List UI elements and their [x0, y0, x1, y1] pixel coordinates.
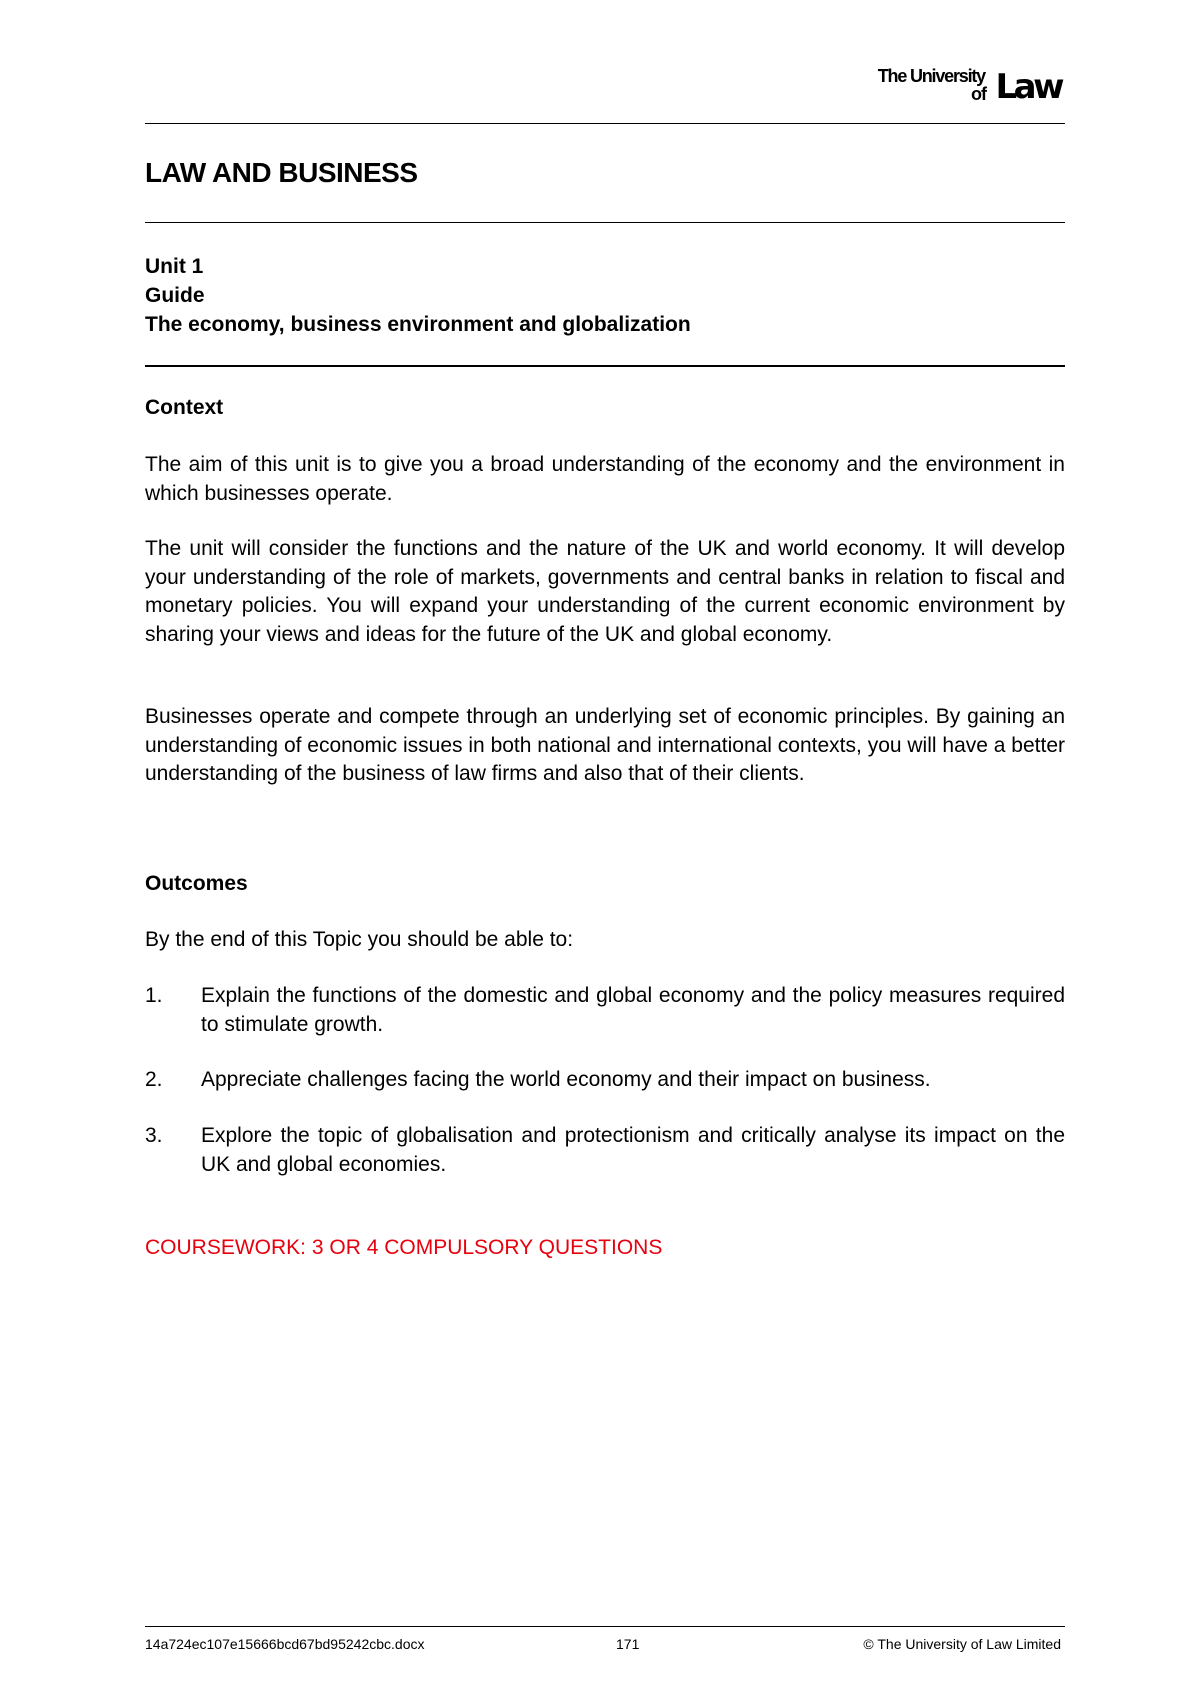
logo-line-law: Law: [995, 67, 1061, 107]
footer-rule: [145, 1626, 1065, 1627]
context-paragraph-3: Businesses operate and compete through an underlying set of economic principles. By gaining an understanding of economic issues in both national and international contexts, you will have a better understanding of the business of law firms and also that of their clients.: [145, 705, 1065, 785]
context-paragraph-1: The aim of this unit is to give you a broad understanding of the economy and the environment in which businesses operate.: [145, 453, 1065, 505]
unit-heading-block: [145, 252, 691, 339]
outcome-number: 1.: [145, 984, 163, 1007]
outcome-item-2: [145, 1066, 1065, 1095]
document-title: LAW AND BUSINESS: [145, 157, 418, 188]
outcome-text: Appreciate challenges facing the world economy and their impact on business.: [201, 1068, 931, 1091]
unit-subtitle: The economy, business environment and globalization: [145, 313, 691, 336]
footer-file-reference: 14a724ec107e15666bcd67bd95242cbc.docx: [145, 1636, 425, 1652]
footer-copyright: © The University of Law Limited: [863, 1636, 1061, 1652]
context-heading: Context: [145, 396, 224, 419]
unit-number: Unit 1: [145, 255, 204, 278]
logo-line-the-university: The University: [877, 66, 985, 86]
coursework-note: COURSEWORK: 3 OR 4 COMPULSORY QUESTIONS: [145, 1236, 663, 1259]
unit-type: Guide: [145, 284, 205, 307]
document-page: [145, 0, 1065, 1698]
outcomes-heading: Outcomes: [145, 872, 248, 895]
outcome-number: 2.: [145, 1068, 163, 1091]
outcome-item-1: [145, 982, 1065, 1039]
outcome-item-3: [145, 1122, 1065, 1179]
outcome-number: 3.: [145, 1124, 163, 1147]
logo-line-of: of: [971, 84, 986, 104]
outcomes-intro: By the end of this Topic you should be able to:: [145, 928, 574, 951]
unit-rule: [145, 365, 1065, 367]
title-rule: [145, 222, 1065, 223]
university-logo: [851, 66, 1061, 106]
outcome-text: Explore the topic of globalisation and protectionism and critically analyse its impact on the UK and global economies.: [201, 1124, 1065, 1176]
context-paragraph-2: The unit will consider the functions and the nature of the UK and world economy. It will develop your understanding of the role of markets, governments and central banks in relation to fiscal and monetary policies. You will expand your understanding of the current economic environment by sharing your views and ideas for the future of the UK and global economy.: [145, 537, 1065, 646]
outcome-text: Explain the functions of the domestic and global economy and the policy measures required to stimulate growth.: [201, 984, 1065, 1036]
header-rule: [145, 123, 1065, 124]
footer-page-number: 171: [616, 1636, 640, 1652]
